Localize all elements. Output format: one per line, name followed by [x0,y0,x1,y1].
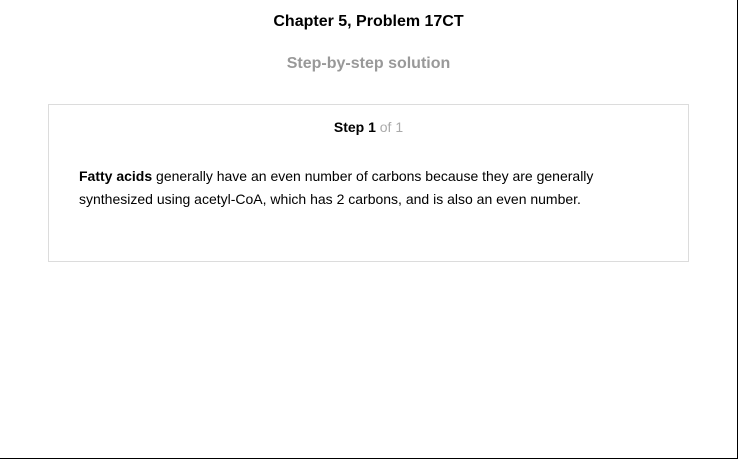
page-title: Chapter 5, Problem 17CT [273,13,464,30]
step-text-line2: synthesized using acetyl-CoA, which has 2 carbons, and is also an even number. [79,191,581,207]
step-label: Step 1 [333,119,376,135]
step-text-line1: generally have an even number of carbons because they are generally [152,168,594,184]
step-count: of 1 [379,119,404,135]
step-card [48,104,689,262]
page-subtitle: Step-by-step solution [286,55,451,72]
step-term: Fatty acids [79,168,153,184]
step-header [49,118,688,136]
step-body [79,165,639,211]
